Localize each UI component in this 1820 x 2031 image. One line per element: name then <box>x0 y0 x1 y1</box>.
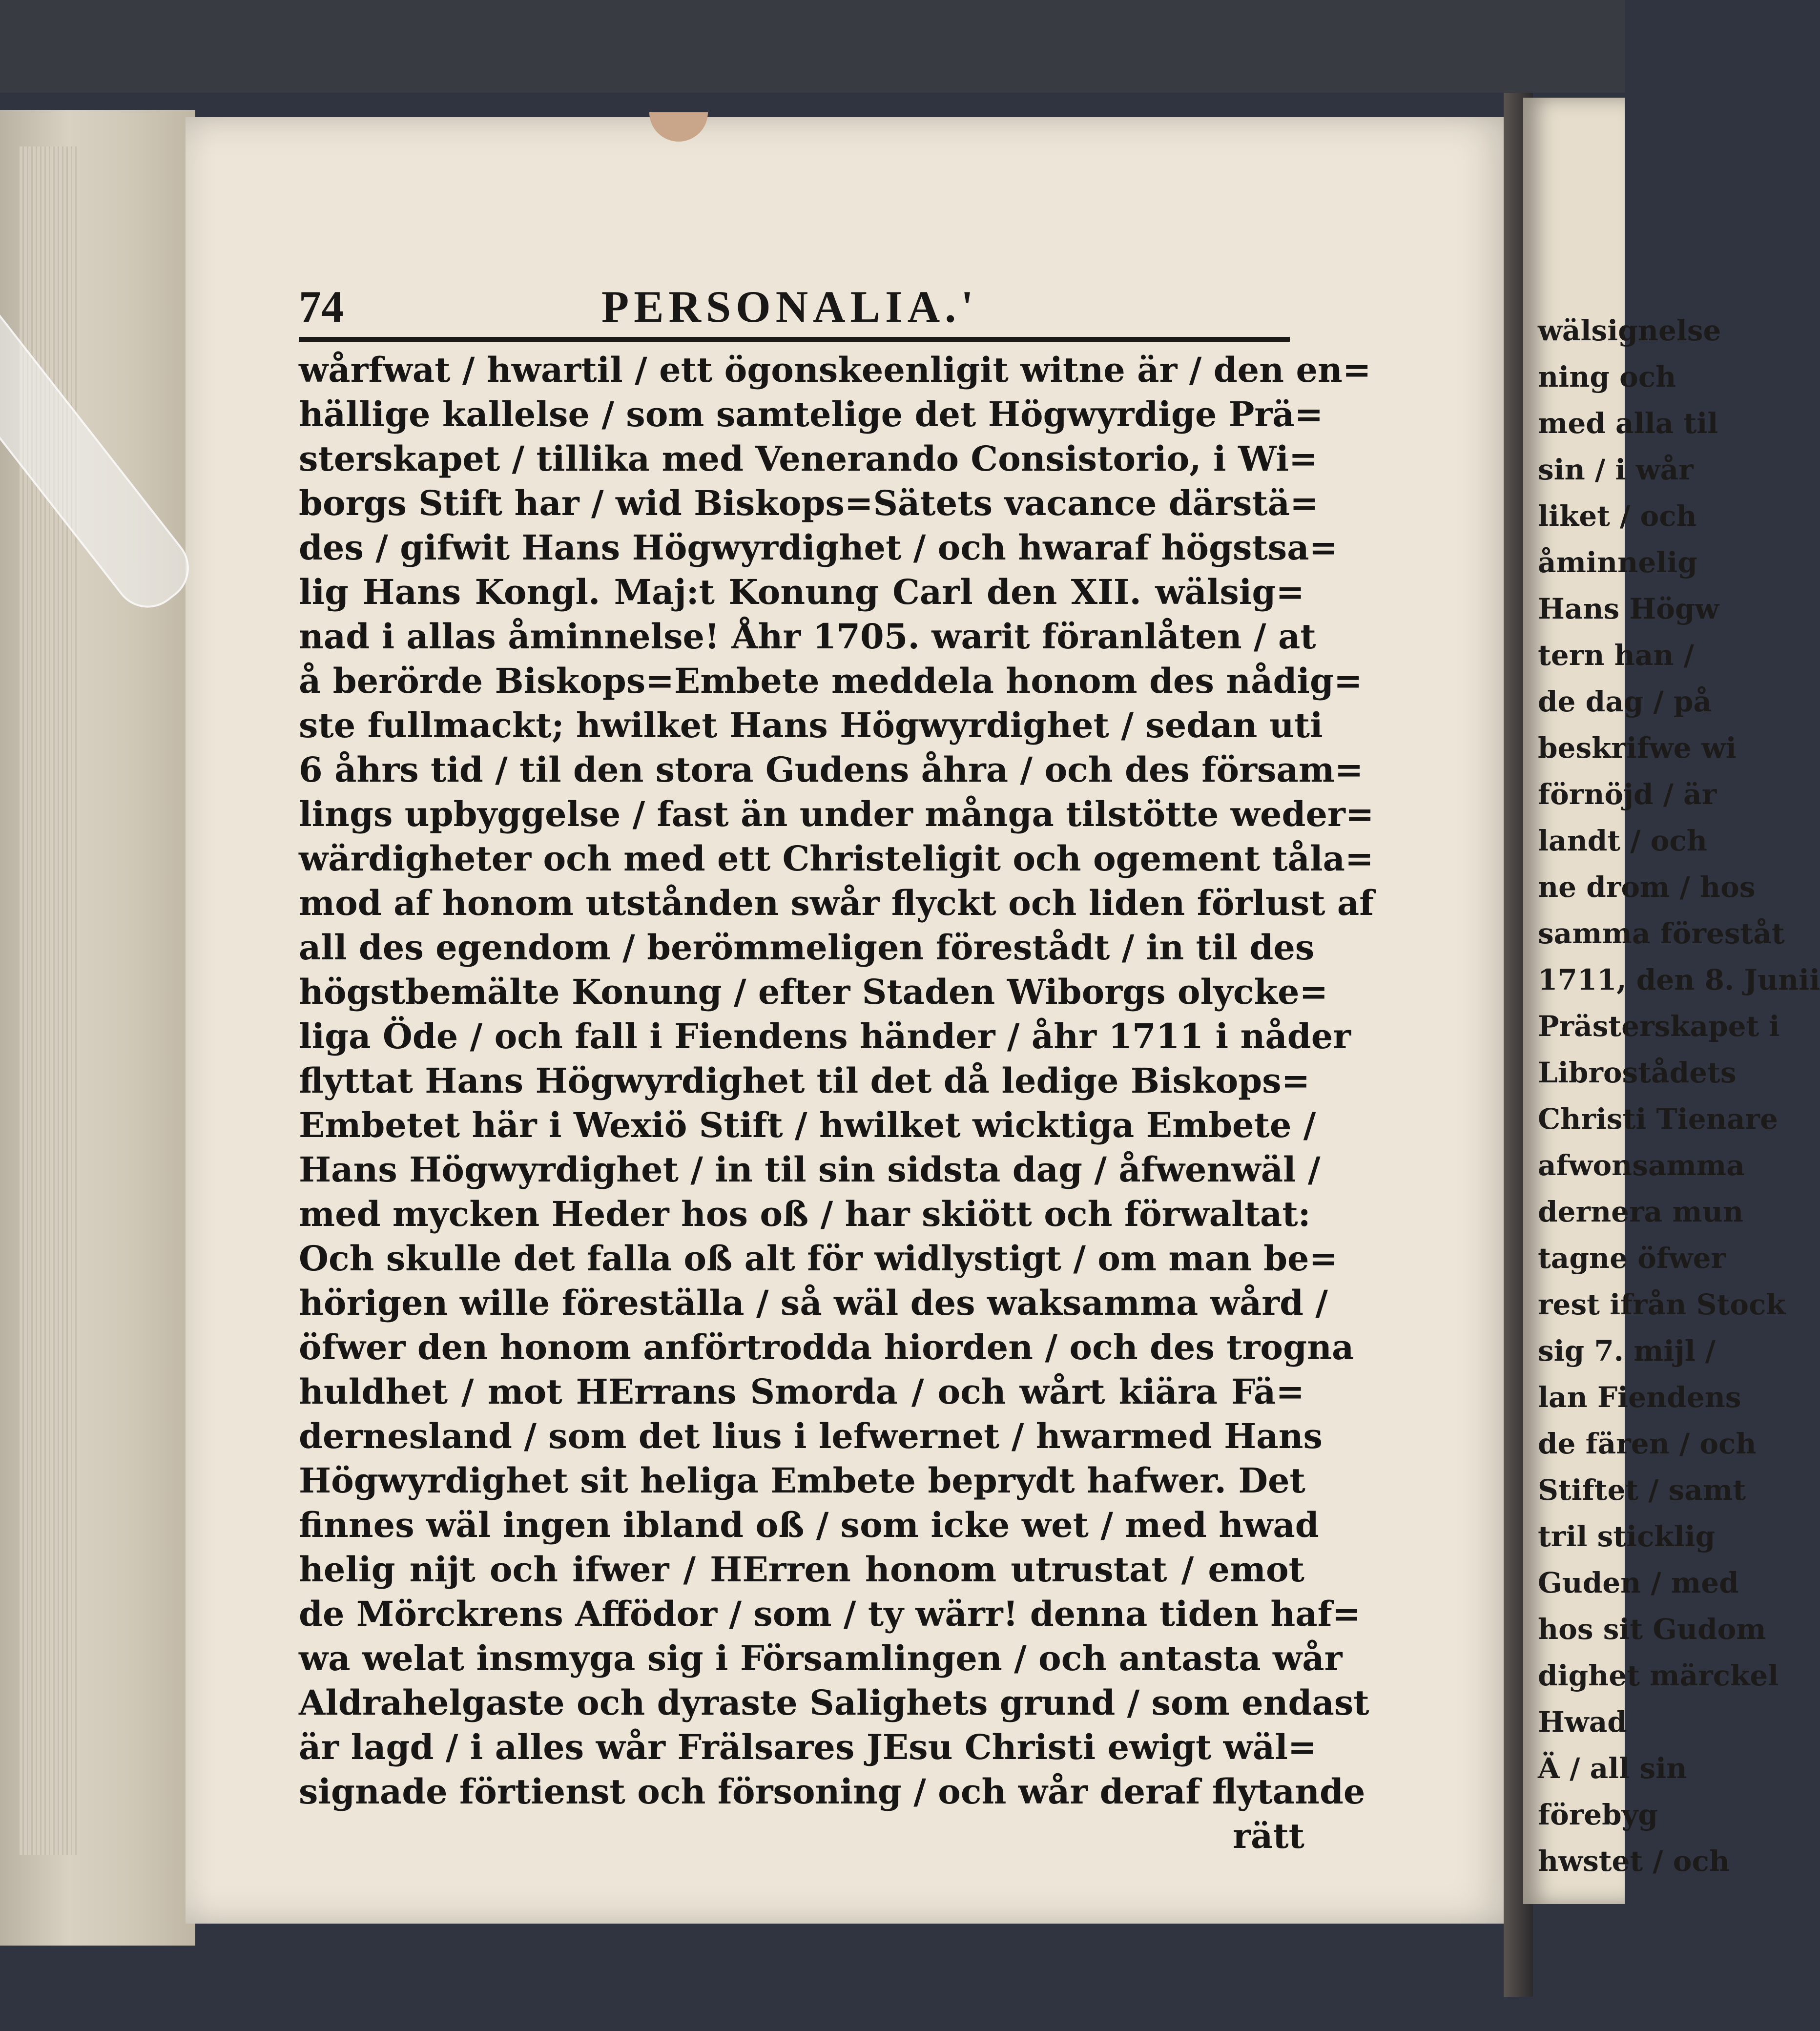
facing-text-line: dernera mun <box>1538 1195 1744 1228</box>
facing-text-line: åminnelig <box>1538 546 1697 579</box>
facing-text-line: afwonsamma <box>1538 1149 1745 1182</box>
text-line: wa welat insmyga sig i Församlingen / och antasta wår <box>299 1638 1343 1679</box>
facing-text-line: samma föreståt <box>1538 917 1785 950</box>
facing-text-line: rest ifrån Stock <box>1538 1288 1786 1321</box>
facing-text-line: tern han / <box>1538 639 1694 672</box>
facing-text-line: tril sticklig <box>1538 1520 1716 1553</box>
text-line: högstbemälte Konung / efter Staden Wiborgs olycke= <box>299 972 1328 1012</box>
text-line: des / gifwit Hans Högwyrdighet / och hwaraf högstsa= <box>299 527 1338 568</box>
text-line: lig Hans Kongl. Maj:t Konung Carl den XII. wälsig= <box>299 572 1304 612</box>
text-line: är lagd / i alles wår Frälsares JEsu Christi ewigt wäl= <box>299 1727 1317 1767</box>
facing-text-line: Guden / med <box>1538 1566 1739 1599</box>
facing-text-line: lan Fiendens <box>1538 1381 1741 1414</box>
facing-text-line: förnöjd / är <box>1538 778 1717 811</box>
header-rule <box>299 337 1290 342</box>
facing-text-line: Stiftet / samt <box>1538 1473 1746 1507</box>
text-line: Högwyrdighet sit heliga Embete beprydt hafwer. Det <box>299 1460 1305 1501</box>
text-line: med mycken Heder hos oß / har skiött och förwaltat: <box>299 1194 1311 1234</box>
text-line: wärdigheter och med ett Christeligit och ogement tåla= <box>299 838 1374 879</box>
facing-text-line: 1711, den 8. Junii <box>1538 963 1820 996</box>
facing-text-line: beskrifwe wi <box>1538 731 1737 765</box>
facing-text-line: Christi Tienare <box>1538 1102 1778 1136</box>
text-line: de Mörckrens Affödor / som / ty wärr! denna tiden haf= <box>299 1594 1361 1634</box>
text-line: hörigen wille föreställa / så wäl des waksamma wård / <box>299 1283 1328 1323</box>
facing-text-line: liket / och <box>1538 499 1697 533</box>
text-line: mod af honom utstånden swår flyckt och liden förlust af <box>299 883 1374 923</box>
text-line: å berörde Biskops=Embete meddela honom des nådig= <box>299 661 1363 701</box>
text-line: helig nijt och ifwer / HErren honom utrustat / emot <box>299 1549 1304 1590</box>
text-line: finnes wäl ingen ibland oß / som icke wet / med hwad <box>299 1505 1319 1545</box>
facing-text-line: sin / i wår <box>1538 453 1694 486</box>
facing-page-text <box>1538 308 1820 1885</box>
right-page <box>1523 98 1820 1904</box>
text-line: nad i allas åminnelse! Åhr 1705. warit föranlåten / at <box>299 616 1316 657</box>
facing-text-line: sig 7. mijl / <box>1538 1334 1716 1368</box>
text-line: sterskapet / tillika med Venerando Consistorio, i Wi= <box>299 438 1318 479</box>
text-line: hällige kallelse / som samtelige det Högwyrdige Prä= <box>299 394 1324 435</box>
body-text <box>299 348 1374 1858</box>
facing-text-line: dighet märckel <box>1538 1659 1779 1692</box>
text-line: Aldrahelgaste och dyraste Salighets grund / som endast <box>299 1682 1369 1723</box>
facing-text-line: ne drom / hos <box>1538 870 1756 904</box>
facing-text-line: de fären / och <box>1538 1427 1757 1460</box>
text-line: öfwer den honom anförtrodda hiorden / och des trogna <box>299 1327 1354 1368</box>
running-head: PERSONALIA.' <box>601 282 978 332</box>
text-line: signade förtienst och försoning / och wår deraf flytande <box>299 1771 1365 1812</box>
facing-text-line: Ä / all sin <box>1538 1752 1687 1785</box>
text-line: Embetet här i Wexiö Stift / hwilket wicktiga Embete / <box>299 1105 1316 1145</box>
text-line: 6 åhrs tid / til den stora Gudens åhra / och des försam= <box>299 749 1364 790</box>
text-line: lings upbyggelse / fast än under många tilstötte weder= <box>299 794 1374 834</box>
text-line: flyttat Hans Högwyrdighet til det då ledige Biskops= <box>299 1060 1310 1101</box>
text-line: huldhet / mot HErrans Smorda / och wårt kiära Fä= <box>299 1371 1304 1412</box>
text-line: wårfwat / hwartil / ett ögonskeenligit witne är / den en= <box>299 350 1371 390</box>
text-line: liga Öde / och fall i Fiendens händer / åhr 1711 i nåder <box>299 1016 1351 1057</box>
text-line: all des egendom / berömmeligen förestådt / in til des <box>299 927 1315 968</box>
text-line: ste fullmackt; hwilket Hans Högwyrdighet / sedan uti <box>299 705 1323 746</box>
facing-text-line: Hwad <box>1538 1705 1627 1739</box>
text-line: dernesland / som det lius i lefwernet / hwarmed Hans <box>299 1416 1323 1456</box>
facing-text-line: de dag / på <box>1538 685 1712 718</box>
text-line: Och skulle det falla oß alt för widlystigt / om man be= <box>299 1238 1338 1279</box>
catchword: rätt <box>1233 1816 1304 1856</box>
text-line: Hans Högwyrdighet / in til sin sidsta dag / åfwenwäl / <box>299 1149 1321 1190</box>
dark-background <box>0 0 1625 93</box>
facing-text-line: landt / och <box>1538 824 1707 857</box>
facing-text-line: Prästerskapet i <box>1538 1010 1780 1043</box>
facing-text-line: förebyg <box>1538 1798 1658 1831</box>
text-line: borgs Stift har / wid Biskops=Sätets vacance därstä= <box>299 483 1319 523</box>
facing-text-line: Hans Högw <box>1538 592 1719 625</box>
facing-text-line: tagne öfwer <box>1538 1242 1726 1275</box>
facing-text-line: med alla til <box>1538 407 1718 440</box>
page-header <box>299 281 1304 334</box>
facing-text-line: ning och <box>1538 360 1676 394</box>
facing-text-line: hwstet / och <box>1538 1844 1730 1878</box>
page-number: 74 <box>299 282 344 332</box>
facing-text-line: hos sit Gudom <box>1538 1613 1766 1646</box>
facing-text-line: wälsignelse <box>1538 314 1721 347</box>
facing-text-line: Librostådets <box>1538 1056 1737 1089</box>
